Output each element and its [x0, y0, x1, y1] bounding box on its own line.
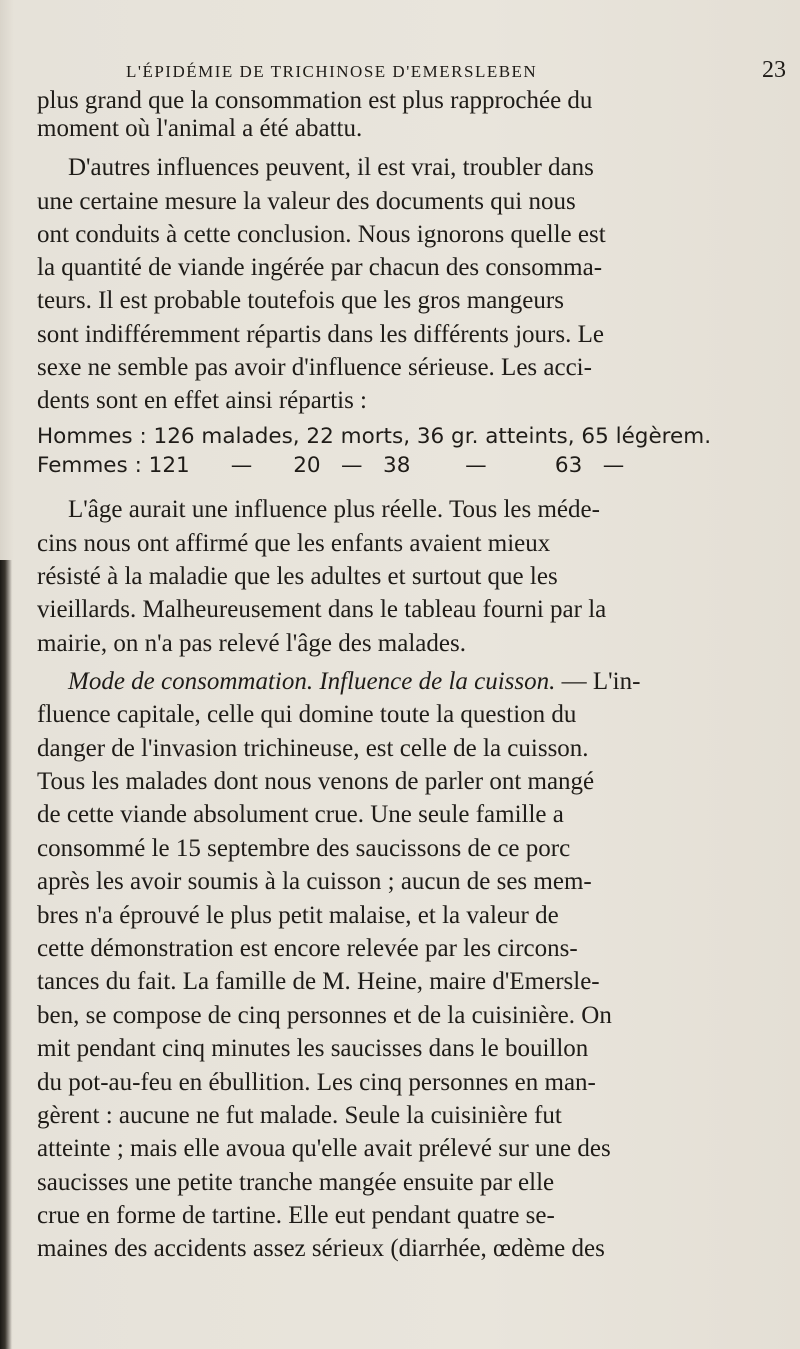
text-line: une certaine mesure la valeur des documents qui nous	[37, 188, 576, 215]
text-line: mit pendant cinq minutes les saucisses dans le bouillon	[37, 1035, 589, 1062]
text-line: plus grand que la consommation est plus rapprochée du	[37, 87, 593, 114]
page-header	[126, 57, 786, 88]
stats-row-men: Hommes : 126 malades, 22 morts, 36 gr. atteints, 65 légèrem.	[37, 424, 712, 449]
text-line: Tous les malades dont nous venons de parler ont mangé	[37, 768, 595, 795]
text-line: D'autres influences peuvent, il est vrai, troubler dans	[68, 154, 594, 181]
text-line: dents sont en effet ainsi répartis :	[37, 387, 368, 414]
text-line: de cette viande absolument crue. Une seule famille a	[37, 801, 564, 828]
text-line: ben, se compose de cinq personnes et de la cuisinière. On	[37, 1002, 612, 1029]
text-line: gèrent : aucune ne fut malade. Seule la cuisinière fut	[37, 1102, 562, 1129]
text-line: sont indifféremment répartis dans les différents jours. Le	[37, 321, 604, 348]
text-line: du pot-au-feu en ébullition. Les cinq personnes en man-	[37, 1069, 596, 1096]
text-line: mairie, on n'a pas relevé l'âge des malades.	[37, 630, 466, 657]
text-line: L'âge aurait une influence plus réelle. Tous les méde-	[68, 496, 600, 523]
text-line: moment où l'animal a été abattu.	[37, 115, 363, 142]
text-line: teurs. Il est probable toutefois que les gros mangeurs	[37, 287, 564, 314]
text-line: vieillards. Malheureusement dans le tableau fourni par la	[37, 596, 607, 623]
text-line: après les avoir soumis à la cuisson ; aucun de ses mem-	[37, 868, 592, 895]
running-title: L'ÉPIDÉMIE DE TRICHINOSE D'EMERSLEBEN	[126, 62, 538, 81]
text-line: sexe ne semble pas avoir d'influence sérieuse. Les acci-	[37, 354, 592, 381]
text-line: danger de l'invasion trichineuse, est celle de la cuisson.	[37, 735, 589, 762]
text-line: résisté à la maladie que les adultes et surtout que les	[37, 563, 558, 590]
section-heading: Mode de consommation. Influence de la cuisson.	[68, 668, 556, 695]
text-line: maines des accidents assez sérieux (diarrhée, œdème des	[37, 1235, 605, 1262]
page-number: 23	[762, 57, 786, 83]
text-line: crue en forme de tartine. Elle eut pendant quatre se-	[37, 1202, 555, 1229]
section-heading-line	[68, 667, 640, 697]
text-line: atteinte ; mais elle avoua qu'elle avait prélevé sur une des	[37, 1135, 611, 1162]
section-heading-continuation: — L'in-	[555, 668, 641, 695]
stats-row-women: Femmes : 121 — 20 — 38 — 63 —	[37, 453, 625, 478]
text-line: cins nous ont affirmé que les enfants avaient mieux	[37, 530, 551, 557]
text-line: fluence capitale, celle qui domine toute la question du	[37, 701, 577, 728]
text-line: cette démonstration est encore relevée par les circons-	[37, 935, 578, 962]
text-line: consommé le 15 septembre des saucissons de ce porc	[37, 835, 571, 862]
text-line: tances du fait. La famille de M. Heine, maire d'Emersle-	[37, 968, 600, 995]
binding-shadow	[0, 560, 12, 1349]
text-line: saucisses une petite tranche mangée ensuite par elle	[37, 1169, 555, 1196]
text-line: bres n'a éprouvé le plus petit malaise, et la valeur de	[37, 902, 559, 929]
text-line: ont conduits à cette conclusion. Nous ignorons quelle est	[37, 221, 606, 248]
text-line: la quantité de viande ingérée par chacun des consomma-	[37, 254, 603, 281]
